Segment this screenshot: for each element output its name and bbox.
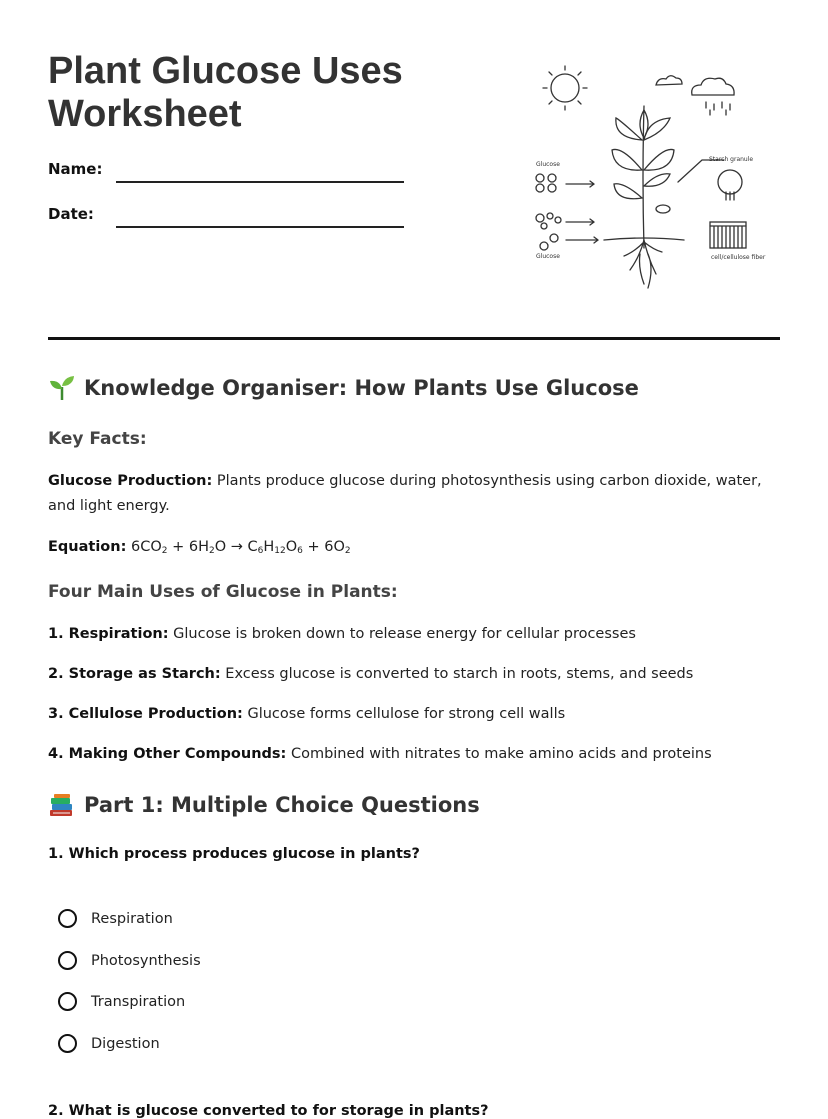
question-1: 1. Which process produces glucose in plants? — [48, 846, 420, 862]
date-label: Date: — [48, 205, 94, 223]
glucose-label-bottom: Glucose — [536, 253, 560, 260]
seedling-icon — [48, 374, 76, 402]
plant-glucose-illustration — [532, 58, 766, 296]
name-label: Name: — [48, 160, 103, 178]
plant-stem — [643, 106, 644, 248]
rain-cloud-icon — [692, 78, 734, 95]
photosynthesis-equation: $6CO_2 + 6H_2O \to C_6H_{12}O_6 + 6O_2$ — [131, 539, 351, 556]
radio-button[interactable] — [58, 1034, 77, 1053]
part1-heading: Part 1: Multiple Choice Questions — [48, 791, 480, 819]
q1-option-digestion[interactable]: Digestion — [58, 1034, 160, 1053]
cellulose-label: cell/cellulose fiber — [711, 254, 766, 261]
use-item-starch: 2. Storage as Starch: Excess glucose is converted to starch in roots, stems, and seeds — [48, 666, 694, 682]
glucose-molecule-icon — [536, 174, 561, 250]
use-item-respiration: 1. Respiration: Glucose is broken down to release energy for cellular processes — [48, 626, 636, 642]
sun-icon — [543, 66, 587, 110]
arrow-icon — [566, 237, 598, 243]
plant-roots — [624, 240, 662, 288]
key-facts-heading: Key Facts: — [48, 429, 147, 449]
section-divider — [48, 337, 780, 340]
uses-heading: Four Main Uses of Glucose in Plants: — [48, 582, 398, 602]
q1-option-respiration[interactable]: Respiration — [58, 909, 173, 928]
cloud-icon — [656, 76, 682, 85]
radio-button[interactable] — [58, 909, 77, 928]
glucose-production-fact: Glucose Production: Plants produce glucose during photosynthesis using carbon dioxide, water, and light energy. — [48, 473, 762, 514]
starch-granule-icon — [718, 170, 742, 194]
arrow-icon — [566, 219, 594, 225]
radio-button[interactable] — [58, 951, 77, 970]
arrow-icon — [566, 181, 594, 187]
equation-fact: Equation: $6CO_2 + 6H_2O \to C_6H_{12}O_6 + 6O_2$ — [48, 539, 351, 556]
books-icon — [48, 791, 76, 819]
date-field[interactable] — [116, 226, 404, 228]
use-item-cellulose: 3. Cellulose Production: Glucose forms cellulose for strong cell walls — [48, 706, 566, 722]
starch-label: Starch granule — [709, 156, 754, 163]
knowledge-organiser-heading: Knowledge Organiser: How Plants Use Glucose — [48, 374, 639, 402]
q1-option-photosynthesis[interactable]: Photosynthesis — [58, 951, 201, 970]
title-line-2: Worksheet — [48, 93, 242, 135]
radio-button[interactable] — [58, 992, 77, 1011]
use-item-compounds: 4. Making Other Compounds: Combined with nitrates to make amino acids and proteins — [48, 746, 712, 762]
name-field[interactable] — [116, 181, 404, 183]
page-title — [48, 50, 468, 136]
q1-option-transpiration[interactable]: Transpiration — [58, 992, 185, 1011]
glucose-label-top: Glucose — [536, 161, 560, 168]
question-2: 2. What is glucose converted to for storage in plants? — [48, 1103, 489, 1119]
title-line-1: Plant Glucose Uses — [48, 50, 403, 92]
